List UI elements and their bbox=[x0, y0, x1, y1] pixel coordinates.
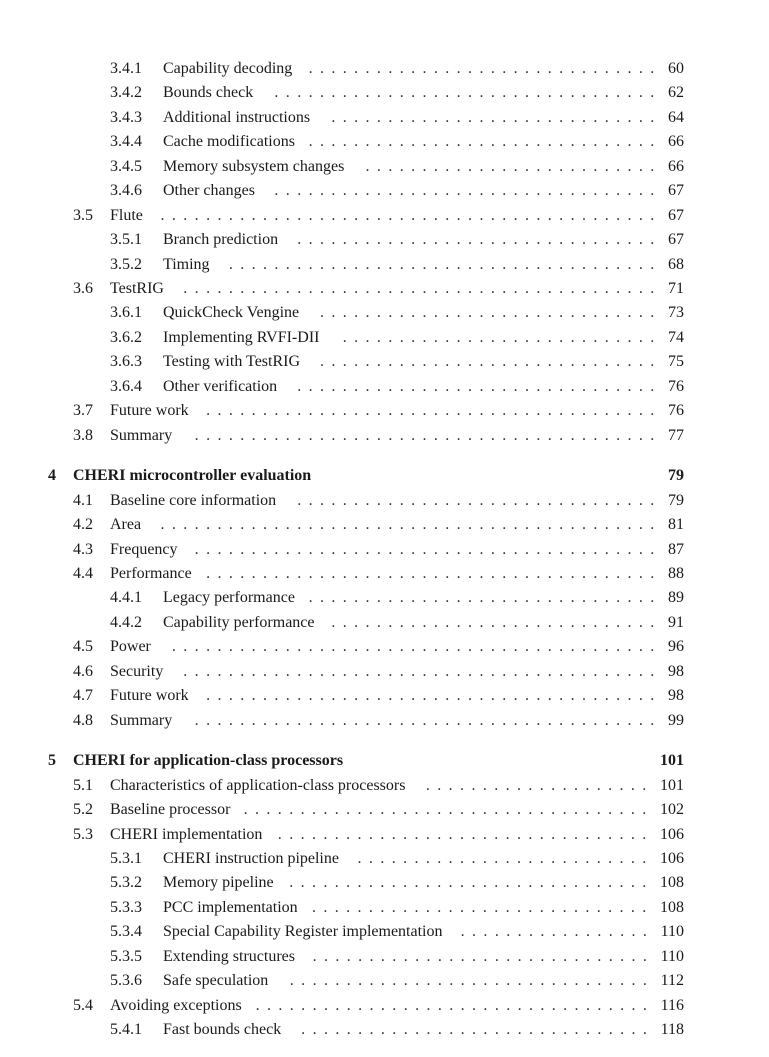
toc-entry-title: Safe speculation bbox=[163, 972, 269, 989]
toc-entry-title: Other changes bbox=[163, 182, 255, 199]
toc-leader-dots: . . . . . . . . . . . . . . . . . . . . . . . . . . . . . . bbox=[319, 353, 655, 370]
toc-leader-dots: . . . . . . . . . . . . . . . . . . . . . . . . . . . . . . . . . . . . . . . . . . . . bbox=[160, 207, 655, 224]
toc-leader-dots: . . . . . . . . . . . . . . . . . . . . . . . . . . . . . . . . . bbox=[277, 826, 647, 843]
toc-entry-title: Summary bbox=[110, 427, 173, 444]
toc-entry[interactable] bbox=[0, 58, 684, 80]
toc-entry-title: Avoiding exceptions bbox=[110, 997, 242, 1014]
toc-entry-number: 4.4.2 bbox=[110, 614, 142, 631]
toc-entry-number: 3.4.1 bbox=[110, 60, 142, 77]
toc-entry[interactable] bbox=[0, 636, 684, 658]
toc-leader-dots: . . . . . . . . . . . . . . . . . . . . . . . . . . . . . . . . . . . . bbox=[243, 801, 647, 818]
toc-entry[interactable] bbox=[0, 946, 684, 968]
toc-entry[interactable] bbox=[0, 612, 684, 634]
toc-entry-number: 3.5 bbox=[73, 207, 93, 224]
toc-entry-number: 4 bbox=[48, 467, 56, 484]
toc-leader-dots: . . . . . . . . . . . . . . . . . . . . . . . . . . . . . . . . . . . . . . . . . bbox=[194, 541, 655, 558]
toc-entry[interactable] bbox=[0, 1019, 684, 1041]
toc-entry-page: 91 bbox=[668, 614, 684, 631]
toc-entry-title: Characteristics of application-class processors bbox=[110, 777, 406, 794]
toc-entry[interactable] bbox=[0, 425, 684, 447]
toc-leader-dots: . . . . . . . . . . . . . . . . . . . . . . . . . . . . bbox=[342, 329, 655, 346]
toc-leader-dots: . . . . . . . . . . . . . . . . . . . . . . . . . . . . . . . . . . . . . . . . bbox=[206, 565, 655, 582]
toc-entry-number: 5.4 bbox=[73, 997, 93, 1014]
toc-entry-number: 5.3 bbox=[73, 826, 93, 843]
toc-entry-title: Summary bbox=[110, 712, 173, 729]
toc-entry-page: 66 bbox=[668, 158, 684, 175]
toc-leader-dots: . . . . . . . . . . . . . . . . . . . . bbox=[425, 777, 647, 794]
toc-leader-dots: . . . . . . . . . . . . . . . . . . . . . . . . . . . . . . . . . . . . . . . . . bbox=[194, 712, 655, 729]
toc-entry-title: Baseline processor bbox=[110, 801, 231, 818]
toc-entry[interactable] bbox=[0, 995, 684, 1017]
toc-entry-page: 62 bbox=[668, 84, 684, 101]
toc-entry-page: 118 bbox=[660, 1021, 684, 1038]
toc-entry[interactable] bbox=[0, 514, 684, 536]
toc-leader-dots: . . . . . . . . . . . . . . . . . . . . . . . . . . . . . . . . . . bbox=[274, 182, 655, 199]
toc-entry[interactable] bbox=[0, 775, 684, 797]
toc-entry-number: 3.6.1 bbox=[110, 304, 142, 321]
toc-entry-number: 4.2 bbox=[73, 516, 93, 533]
toc-leader-dots: . . . . . . . . . . . . . . . . . . . . . . . . . . . . . . . . . . bbox=[274, 84, 655, 101]
toc-entry[interactable] bbox=[0, 897, 684, 919]
toc-entry-page: 102 bbox=[660, 801, 684, 818]
toc-entry[interactable] bbox=[0, 848, 684, 870]
toc-entry-page: 76 bbox=[668, 378, 684, 395]
toc-entry-title: TestRIG bbox=[110, 280, 164, 297]
toc-entry-page: 66 bbox=[668, 133, 684, 150]
toc-entry-title: Cache modifications bbox=[163, 133, 295, 150]
toc-entry-title: CHERI microcontroller evaluation bbox=[73, 467, 312, 484]
toc-entry-page: 75 bbox=[668, 353, 684, 370]
toc-entry-number: 3.4.5 bbox=[110, 158, 142, 175]
toc-entry-page: 79 bbox=[668, 492, 684, 509]
toc-leader-dots: . . . . . . . . . . . . . . . . . . . . . . . . . . . . . . . . . . . . . . . . . . . . bbox=[160, 516, 655, 533]
toc-leader-dots: . . . . . . . . . . . . . . . . . . . . . . . . . . . . . . . . bbox=[297, 231, 655, 248]
toc-entry-page: 96 bbox=[668, 638, 684, 655]
toc-leader-dots: . . . . . . . . . . . . . . . . . . . . . . . . . . . . . . . . . . . . . . . . . . bbox=[183, 663, 655, 680]
toc-entry-title: Frequency bbox=[110, 541, 178, 558]
toc-entry-number: 5.3.3 bbox=[110, 899, 142, 916]
toc-entry[interactable] bbox=[0, 229, 684, 251]
toc-leader-dots: . . . . . . . . . . . . . . . . . . . . . . . . . . . . . . bbox=[319, 304, 655, 321]
toc-entry[interactable] bbox=[0, 563, 684, 585]
toc-entry-title: CHERI instruction pipeline bbox=[163, 850, 339, 867]
toc-entry-title: Capability decoding bbox=[163, 60, 293, 77]
toc-leader-dots: . . . . . . . . . . . . . . . . . . . . . . . . . . . . . . . . . . . . . . . . bbox=[206, 687, 655, 704]
toc-entry[interactable] bbox=[0, 278, 684, 300]
toc-entry-number: 5.3.6 bbox=[110, 972, 142, 989]
toc-leader-dots: . . . . . . . . . . . . . . . . . bbox=[460, 923, 647, 940]
toc-leader-dots: . . . . . . . . . . . . . . . . . . . . . . . . . . . . . . . . bbox=[289, 874, 647, 891]
toc-leader-dots: . . . . . . . . . . . . . . . . . . . . . . . . . . . . . . . . . . . . . . . . . bbox=[194, 427, 655, 444]
toc-entry-page: 88 bbox=[668, 565, 684, 582]
toc-entry-number: 5.4.1 bbox=[110, 1021, 142, 1038]
toc-entry-page: 77 bbox=[668, 427, 684, 444]
toc-entry-title: Testing with TestRIG bbox=[163, 353, 301, 370]
toc-entry-number: 5.2 bbox=[73, 801, 93, 818]
toc-entry[interactable] bbox=[0, 302, 684, 324]
toc-entry-title: Capability performance bbox=[163, 614, 315, 631]
toc-entry-page: 87 bbox=[668, 541, 684, 558]
toc-entry-number: 4.7 bbox=[73, 687, 93, 704]
toc-entry-number: 3.8 bbox=[73, 427, 93, 444]
toc-entry-number: 4.8 bbox=[73, 712, 93, 729]
toc-entry-title: Future work bbox=[110, 687, 189, 704]
toc-entry-number: 5.3.5 bbox=[110, 948, 142, 965]
toc-entry-page: 67 bbox=[668, 207, 684, 224]
toc-entry-number: 4.5 bbox=[73, 638, 93, 655]
toc-entry-number: 3.6.2 bbox=[110, 329, 142, 346]
toc-entry[interactable] bbox=[0, 180, 684, 202]
toc-entry-page: 76 bbox=[668, 402, 684, 419]
toc-leader-dots: . . . . . . . . . . . . . . . . . . . . . . . . . . . . . . . . bbox=[297, 492, 655, 509]
toc-entry-page: 112 bbox=[660, 972, 684, 989]
toc-entry[interactable] bbox=[0, 539, 684, 561]
toc-leader-dots: . . . . . . . . . . . . . . . . . . . . . . . . . . . . . . . bbox=[308, 589, 655, 606]
toc-entry-page: 98 bbox=[668, 663, 684, 680]
toc-entry-page: 106 bbox=[660, 850, 684, 867]
toc-entry-title: CHERI for application-class processors bbox=[73, 752, 344, 769]
toc-entry-page: 74 bbox=[668, 329, 684, 346]
toc-leader-dots: . . . . . . . . . . . . . . . . . . . . . . . . . . . . . . . bbox=[308, 60, 655, 77]
toc-entry-title: Legacy performance bbox=[163, 589, 295, 606]
toc-entry-number: 5 bbox=[48, 752, 56, 769]
toc-entry-title: CHERI implementation bbox=[110, 826, 263, 843]
toc-entry-number: 4.1 bbox=[73, 492, 93, 509]
toc-chapter-entry[interactable] bbox=[0, 750, 684, 772]
toc-entry-page: 110 bbox=[660, 923, 684, 940]
toc-entry-number: 3.5.1 bbox=[110, 231, 142, 248]
toc-entry[interactable] bbox=[0, 824, 684, 846]
toc-entry-number: 5.3.4 bbox=[110, 923, 142, 940]
toc-entry-title: Flute bbox=[110, 207, 143, 224]
toc-entry-title: Additional instructions bbox=[163, 109, 311, 126]
toc-entry-number: 3.6 bbox=[73, 280, 93, 297]
toc-entry-number: 3.4.6 bbox=[110, 182, 142, 199]
toc-leader-dots: . . . . . . . . . . . . . . . . . . . . . . . . . . bbox=[365, 158, 655, 175]
toc-entry-number: 3.6.4 bbox=[110, 378, 142, 395]
toc-entry[interactable] bbox=[0, 376, 684, 398]
toc-entry-title: Area bbox=[110, 516, 142, 533]
toc-entry-number: 3.4.4 bbox=[110, 133, 142, 150]
toc-leader-dots: . . . . . . . . . . . . . . . . . . . . . . . . . . . . . . . bbox=[308, 133, 655, 150]
toc-entry[interactable] bbox=[0, 82, 684, 104]
toc-entry-page: 108 bbox=[660, 874, 684, 891]
toc-leader-dots: . . . . . . . . . . . . . . . . . . . . . . . . . . . . . . . bbox=[301, 1021, 647, 1038]
toc-leader-dots: . . . . . . . . . . . . . . . . . . . . . . . . . . . . . bbox=[331, 614, 655, 631]
toc-entry-page: 110 bbox=[660, 948, 684, 965]
toc-leader-dots: . . . . . . . . . . . . . . . . . . . . . . . . . . . . . . . . . . . . . . . . . . bbox=[183, 280, 655, 297]
toc-entry-page: 116 bbox=[660, 997, 684, 1014]
toc-entry-number: 4.3 bbox=[73, 541, 93, 558]
toc-leader-dots: . . . . . . . . . . . . . . . . . . . . . . . . . . . . . . bbox=[311, 899, 647, 916]
toc-leader-dots: . . . . . . . . . . . . . . . . . . . . . . . . . . . . . . bbox=[312, 948, 647, 965]
toc-entry[interactable] bbox=[0, 254, 684, 276]
toc-entry[interactable] bbox=[0, 205, 684, 227]
toc-entry-page: 60 bbox=[668, 60, 684, 77]
toc-entry[interactable] bbox=[0, 921, 684, 943]
toc-entry-number: 3.5.2 bbox=[110, 256, 142, 273]
toc-entry-title: Other verification bbox=[163, 378, 278, 395]
toc-entry[interactable] bbox=[0, 872, 684, 894]
toc-entry-title: Timing bbox=[163, 256, 210, 273]
toc-entry-number: 5.1 bbox=[73, 777, 93, 794]
toc-leader-dots: . . . . . . . . . . . . . . . . . . . . . . . . . . . . . . . . bbox=[289, 972, 647, 989]
toc-entry-page: 67 bbox=[668, 182, 684, 199]
toc-leader-dots: . . . . . . . . . . . . . . . . . . . . . . . . . . . . . . . . bbox=[297, 378, 655, 395]
toc-entry-page: 101 bbox=[660, 752, 684, 769]
toc-entry-page: 108 bbox=[660, 899, 684, 916]
toc-chapter-entry[interactable] bbox=[0, 465, 684, 487]
toc-entry-number: 4.6 bbox=[73, 663, 93, 680]
toc-entry-title: Extending structures bbox=[163, 948, 295, 965]
toc-entry[interactable] bbox=[0, 587, 684, 609]
toc-entry-number: 4.4 bbox=[73, 565, 93, 582]
toc-entry-number: 5.3.2 bbox=[110, 874, 142, 891]
toc-entry-title: QuickCheck Vengine bbox=[163, 304, 300, 321]
toc-entry-page: 71 bbox=[668, 280, 684, 297]
toc-entry-page: 99 bbox=[668, 712, 684, 729]
toc-entry-title: Memory pipeline bbox=[163, 874, 274, 891]
toc-entry-title: Implementing RVFI-DII bbox=[163, 329, 320, 346]
toc-entry-title: Future work bbox=[110, 402, 189, 419]
toc-entry-page: 101 bbox=[660, 777, 684, 794]
toc-entry[interactable] bbox=[0, 970, 684, 992]
toc-entry-page: 64 bbox=[668, 109, 684, 126]
toc-entry-number: 3.7 bbox=[73, 402, 93, 419]
toc-entry-page: 89 bbox=[668, 589, 684, 606]
toc-leader-dots: . . . . . . . . . . . . . . . . . . . . . . . . . . . . . . . . . . . . . . bbox=[228, 256, 655, 273]
toc-entry[interactable] bbox=[0, 351, 684, 373]
toc-entry[interactable] bbox=[0, 490, 684, 512]
toc-entry-title: Fast bounds check bbox=[163, 1021, 282, 1038]
toc-entry-page: 67 bbox=[668, 231, 684, 248]
toc-leader-dots: . . . . . . . . . . . . . . . . . . . . . . . . . . . . . . . . . . . . . . . . . . . bbox=[171, 638, 655, 655]
toc-entry[interactable] bbox=[0, 131, 684, 153]
toc-entry-page: 79 bbox=[668, 467, 684, 484]
toc-entry-number: 5.3.1 bbox=[110, 850, 142, 867]
toc-entry-title: Security bbox=[110, 663, 164, 680]
toc-entry[interactable] bbox=[0, 400, 684, 422]
toc-leader-dots: . . . . . . . . . . . . . . . . . . . . . . . . . . bbox=[357, 850, 647, 867]
toc-entry-number: 3.4.3 bbox=[110, 109, 142, 126]
toc-entry-title: Performance bbox=[110, 565, 192, 582]
toc-leader-dots: . . . . . . . . . . . . . . . . . . . . . . . . . . . . . . . . . . . bbox=[255, 997, 647, 1014]
toc-entry[interactable] bbox=[0, 710, 684, 732]
toc-entry[interactable] bbox=[0, 661, 684, 683]
toc-entry-number: 3.4.2 bbox=[110, 84, 142, 101]
toc-entry[interactable] bbox=[0, 327, 684, 349]
toc-leader-dots: . . . . . . . . . . . . . . . . . . . . . . . . . . . . . bbox=[331, 109, 655, 126]
toc-entry-title: Special Capability Register implementation bbox=[163, 923, 443, 940]
toc-entry-page: 98 bbox=[668, 687, 684, 704]
toc-entry-page: 81 bbox=[668, 516, 684, 533]
toc-entry[interactable] bbox=[0, 799, 684, 821]
toc-entry-page: 68 bbox=[668, 256, 684, 273]
toc-entry-title: Branch prediction bbox=[163, 231, 279, 248]
toc-entry-number: 4.4.1 bbox=[110, 589, 142, 606]
toc-entry[interactable] bbox=[0, 107, 684, 129]
toc-entry[interactable] bbox=[0, 685, 684, 707]
toc-entry-number: 3.6.3 bbox=[110, 353, 142, 370]
toc-entry-title: Baseline core information bbox=[110, 492, 277, 509]
toc-entry-title: Power bbox=[110, 638, 151, 655]
toc-entry-page: 73 bbox=[668, 304, 684, 321]
toc-entry-title: Memory subsystem changes bbox=[163, 158, 345, 175]
toc-entry-page: 106 bbox=[660, 826, 684, 843]
toc-entry-title: PCC implementation bbox=[163, 899, 298, 916]
toc-entry-title: Bounds check bbox=[163, 84, 254, 101]
toc-leader-dots: . . . . . . . . . . . . . . . . . . . . . . . . . . . . . . . . . . . . . . . . bbox=[206, 402, 655, 419]
toc-entry[interactable] bbox=[0, 156, 684, 178]
